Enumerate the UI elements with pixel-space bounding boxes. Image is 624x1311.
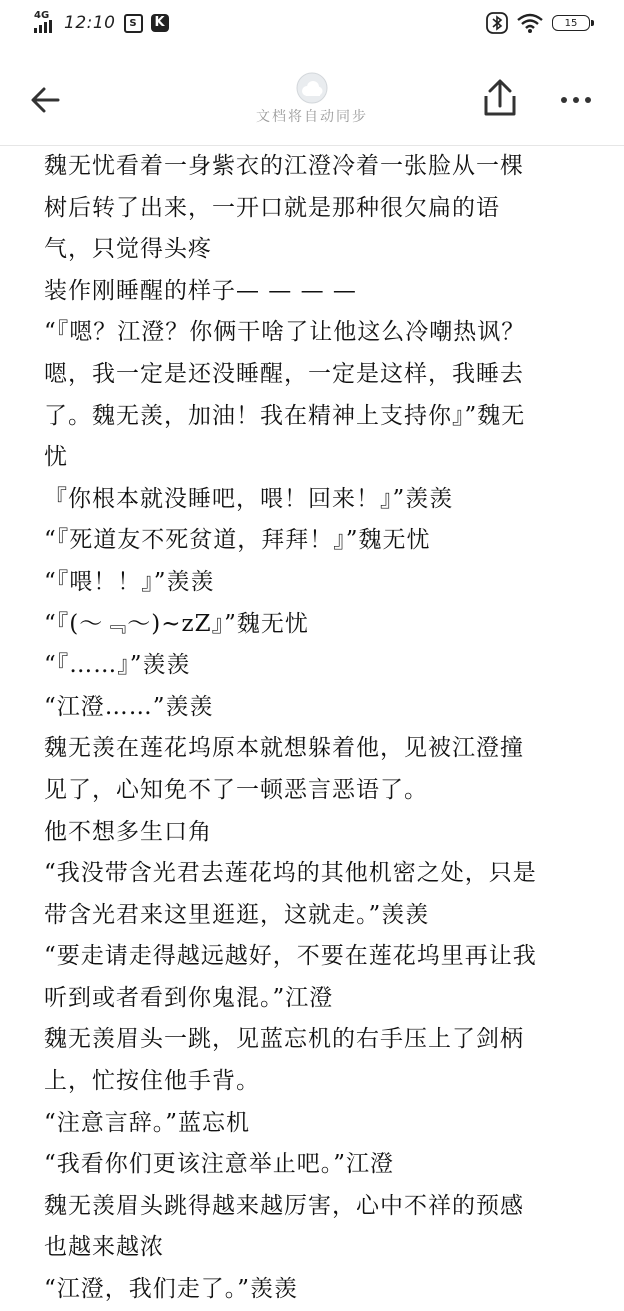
document-line: “『……』”羡羡 [44,652,191,679]
document-line: 树后转了出来，一开口就是那种很欠扁的语 [44,194,500,221]
document-line: 魏无忧看着一身紫衣的江澄冷着一张脸从一棵 [44,153,524,179]
document-line: 带含光君来这里逛逛，这就走。”羡羡 [44,901,430,928]
document-line: “我没带含光君去莲花坞的其他机密之处，只是 [44,860,537,887]
bluetooth-icon [486,12,508,34]
document-line: 魏无羡眉头一跳，见蓝忘机的右手压上了剑柄 [44,1026,524,1053]
wifi-icon [516,12,544,34]
share-icon[interactable] [478,76,522,120]
status-bar [0,0,624,46]
document-line: 装作刚睡醒的样子— — — — [44,277,357,304]
document-line: 也越来越浓 [44,1234,164,1261]
cellular-signal-icon [34,12,56,34]
status-bar-right [486,12,590,34]
document-line: 上，忙按住他手背。 [44,1068,260,1095]
document-line: “注意言辞。”蓝忘机 [44,1109,251,1136]
document-line: “我看你们更该注意举止吧。”江澄 [44,1151,395,1178]
battery-indicator: 15 [552,15,590,31]
document-line: “『(～﹃～)~zZ』”魏无忧 [44,610,309,637]
document-body[interactable] [44,146,592,1311]
document-line: 了。魏无羡，加油！我在精神上支持你』”魏无 [44,402,526,429]
status-bar-left [34,12,169,34]
document-line: 『你根本就没睡吧，喂！回来！』”羡羡 [44,485,454,512]
document-line: 嗯，我一定是还没睡醒，一定是这样，我睡去 [44,360,524,387]
document-line: “『嗯？江澄？你俩干啥了让他这么冷嘲热讽？ [44,319,526,346]
document-line: 听到或者看到你鬼混。”江澄 [44,984,334,1011]
network-type: 4G [34,10,50,21]
notification-s-icon: S [124,14,143,33]
document-line: “『喂！！』”羡羡 [44,568,215,595]
notification-k-icon: K [151,14,169,32]
clock: 12:10 [64,13,116,33]
document-line: “『死道友不死贫道，拜拜！』”魏无忧 [44,527,431,554]
document-line: 气，只觉得头疼 [44,236,212,263]
cloud-sync-icon [296,72,328,104]
document-toolbar [0,60,624,146]
document-line: “江澄……”羡羡 [44,693,214,720]
document-line: “江澄，我们走了。”羡羡 [44,1276,299,1303]
document-line: 见了，心知免不了一顿恶言恶语了。 [44,776,428,803]
document-line: 魏无羡眉头跳得越来越厉害，心中不祥的预感 [44,1192,524,1219]
document-line: 忧 [44,444,68,471]
document-line: 他不想多生口角 [44,818,212,845]
document-line: 魏无羡在莲花坞原本就想躲着他，见被江澄撞 [44,735,524,762]
more-options-icon[interactable] [556,80,596,120]
document-line: “要走请走得越远越好，不要在莲花坞里再让我 [44,943,537,970]
sync-status-text: 文档将自动同步 [256,109,368,125]
